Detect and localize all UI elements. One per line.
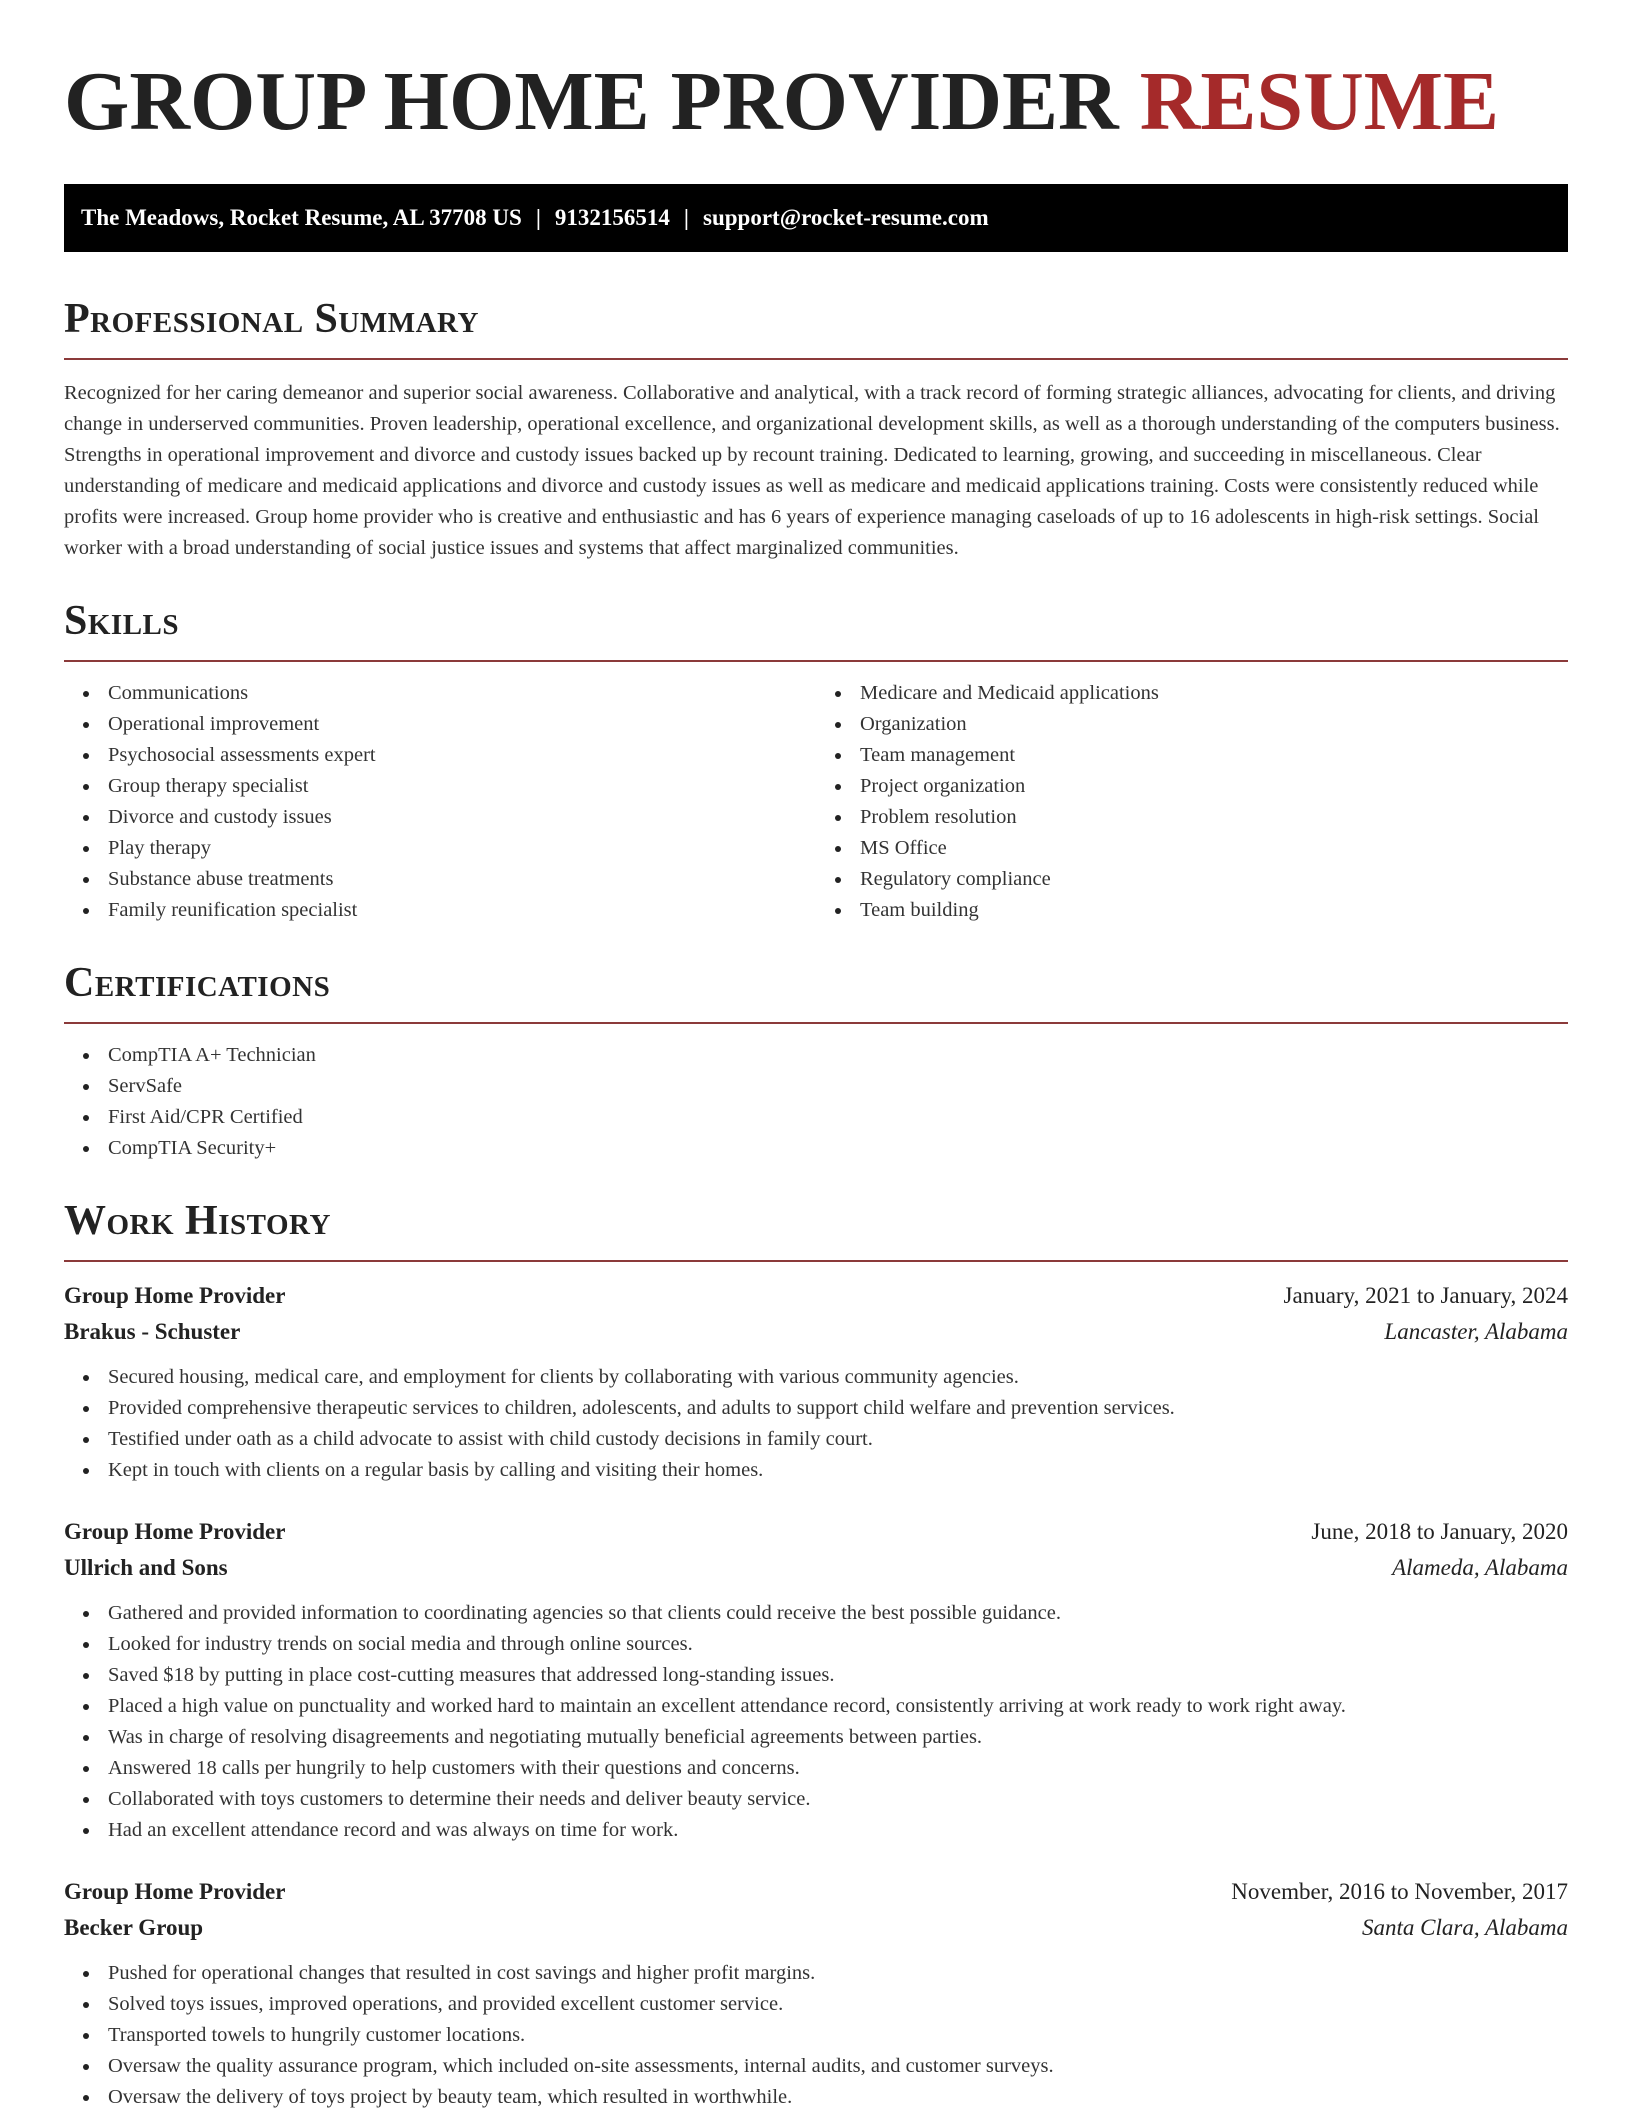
job-bullet: Collaborated with toys customers to determine their needs and deliver beauty service.: [108, 1784, 1568, 1815]
summary-section: [64, 294, 1568, 564]
contact-bar: [64, 184, 1568, 252]
job-bullet: Testified under oath as a child advocate to assist with child custody decisions in family court.: [108, 1424, 1568, 1455]
job-bullet: Was in charge of resolving disagreements and negotiating mutually beneficial agreements between parties.: [108, 1722, 1568, 1753]
job-bullet: Pushed for operational changes that resulted in cost savings and higher profit margins.: [108, 1958, 1568, 1989]
certification-item: ServSafe: [108, 1071, 1568, 1102]
job-bullets: [64, 1958, 1568, 2113]
job-bullet: Placed a high value on punctuality and worked hard to maintain an excellent attendance record, consistently arriving at work ready to work right away.: [108, 1691, 1568, 1722]
job-bullet: Answered 18 calls per hungrily to help customers with their questions and concerns.: [108, 1753, 1568, 1784]
job-bullet: Oversaw the quality assurance program, which included on-site assessments, internal audits, and customer surveys.: [108, 2051, 1568, 2082]
skill-item: Play therapy: [108, 833, 816, 864]
job-header-row: [64, 1874, 1568, 1910]
job-location: Lancaster, Alabama: [1384, 1319, 1568, 1344]
skill-item: Family reunification specialist: [108, 895, 816, 926]
skill-item: Psychosocial assessments expert: [108, 740, 816, 771]
skills-list-right: [816, 678, 1568, 926]
job-title: Group Home Provider: [64, 1283, 286, 1308]
job-bullet: Saved $18 by putting in place cost-cutting measures that addressed long-standing issues.: [108, 1660, 1568, 1691]
job-entry: [64, 1514, 1568, 1846]
skill-item: Medicare and Medicaid applications: [860, 678, 1568, 709]
job-company: Ullrich and Sons: [64, 1555, 228, 1580]
job-dates: November, 2016 to November, 2017: [1231, 1879, 1568, 1904]
job-bullet: Provided comprehensive therapeutic services to children, adolescents, and adults to support child welfare and prevention services.: [108, 1393, 1568, 1424]
section-divider: [64, 660, 1568, 662]
job-subheader-row: [64, 1550, 1568, 1586]
job-bullets: [64, 1598, 1568, 1846]
contact-separator: |: [683, 205, 689, 230]
job-bullet: Secured housing, medical care, and employment for clients by collaborating with various community agencies.: [108, 1362, 1568, 1393]
job-company: Becker Group: [64, 1915, 204, 1940]
certification-item: First Aid/CPR Certified: [108, 1102, 1568, 1133]
job-bullet: Solved toys issues, improved operations, and provided excellent customer service.: [108, 1989, 1568, 2020]
job-header-row: [64, 1514, 1568, 1550]
work-history-section: [64, 1196, 1568, 2113]
skills-section: [64, 596, 1568, 926]
resume-title: [64, 0, 1568, 148]
skill-item: Substance abuse treatments: [108, 864, 816, 895]
job-bullet: Kept in touch with clients on a regular basis by calling and visiting their homes.: [108, 1455, 1568, 1486]
skill-item: Operational improvement: [108, 709, 816, 740]
certification-item: CompTIA A+ Technician: [108, 1040, 1568, 1071]
skill-item: MS Office: [860, 833, 1568, 864]
job-location: Alameda, Alabama: [1392, 1555, 1568, 1580]
skill-item: Divorce and custody issues: [108, 802, 816, 833]
certifications-list: [64, 1040, 1568, 1164]
job-bullets: [64, 1362, 1568, 1486]
job-entry: [64, 1874, 1568, 2113]
job-header-row: [64, 1278, 1568, 1314]
contact-email[interactable]: support@rocket-resume.com: [703, 205, 989, 230]
contact-separator: |: [535, 205, 541, 230]
contact-address: The Meadows, Rocket Resume, AL 37708 US: [81, 205, 522, 230]
skill-item: Regulatory compliance: [860, 864, 1568, 895]
job-subheader-row: [64, 1910, 1568, 1946]
job-bullet: Gathered and provided information to coordinating agencies so that clients could receive the best possible guidance.: [108, 1598, 1568, 1629]
work-history-heading: Work History: [64, 1198, 331, 1244]
job-bullet: Looked for industry trends on social media and through online sources.: [108, 1629, 1568, 1660]
summary-heading: Professional Summary: [64, 296, 479, 342]
skill-item: Project organization: [860, 771, 1568, 802]
skill-item: Organization: [860, 709, 1568, 740]
job-bullet: Transported towels to hungrily customer locations.: [108, 2020, 1568, 2051]
certifications-heading: Certifications: [64, 960, 331, 1006]
job-entry: [64, 1278, 1568, 1486]
section-divider: [64, 1260, 1568, 1262]
title-main: GROUP HOME PROVIDER: [64, 55, 1119, 148]
skills-grid: [64, 678, 1568, 926]
job-company: Brakus - Schuster: [64, 1319, 241, 1344]
job-subheader-row: [64, 1314, 1568, 1350]
skills-column-left: [64, 678, 816, 926]
job-bullet: Oversaw the delivery of toys project by beauty team, which resulted in worthwhile.: [108, 2082, 1568, 2113]
section-divider: [64, 358, 1568, 360]
certifications-section: [64, 958, 1568, 1164]
section-divider: [64, 1022, 1568, 1024]
skill-item: Team building: [860, 895, 1568, 926]
job-title: Group Home Provider: [64, 1519, 286, 1544]
summary-text: Recognized for her caring demeanor and superior social awareness. Collaborative and analytical, with a track record of forming strategic alliances, advocating for clients, and driving change in underserved communities. Proven leadership, operational excellence, and organizational development skills, as well as a thorough understanding of the computers business. Strengths in operational improvement and divorce and custody issues backed up by recount training. Dedicated to learning, growing, and succeeding in miscellaneous. Clear understanding of medicare and medicaid applications and divorce and custody issues as well as medicare and medicaid applications training. Costs were consistently reduced while profits were increased. Group home provider who is creative and enthusiastic and has 6 years of experience managing caseloads of up to 16 adolescents in high-risk settings. Social worker with a broad understanding of social justice issues and systems that affect marginalized communities.: [64, 382, 1560, 559]
skill-item: Group therapy specialist: [108, 771, 816, 802]
skill-item: Problem resolution: [860, 802, 1568, 833]
job-dates: June, 2018 to January, 2020: [1311, 1519, 1568, 1544]
job-title: Group Home Provider: [64, 1879, 286, 1904]
skills-list-left: [64, 678, 816, 926]
job-location: Santa Clara, Alabama: [1362, 1915, 1568, 1940]
skills-heading: Skills: [64, 598, 180, 644]
title-accent: RESUME: [1139, 55, 1500, 148]
job-dates: January, 2021 to January, 2024: [1283, 1283, 1568, 1308]
skill-item: Communications: [108, 678, 816, 709]
certification-item: CompTIA Security+: [108, 1133, 1568, 1164]
contact-phone[interactable]: 9132156514: [554, 205, 670, 230]
skill-item: Team management: [860, 740, 1568, 771]
skills-column-right: [816, 678, 1568, 926]
job-bullet: Had an excellent attendance record and was always on time for work.: [108, 1815, 1568, 1846]
